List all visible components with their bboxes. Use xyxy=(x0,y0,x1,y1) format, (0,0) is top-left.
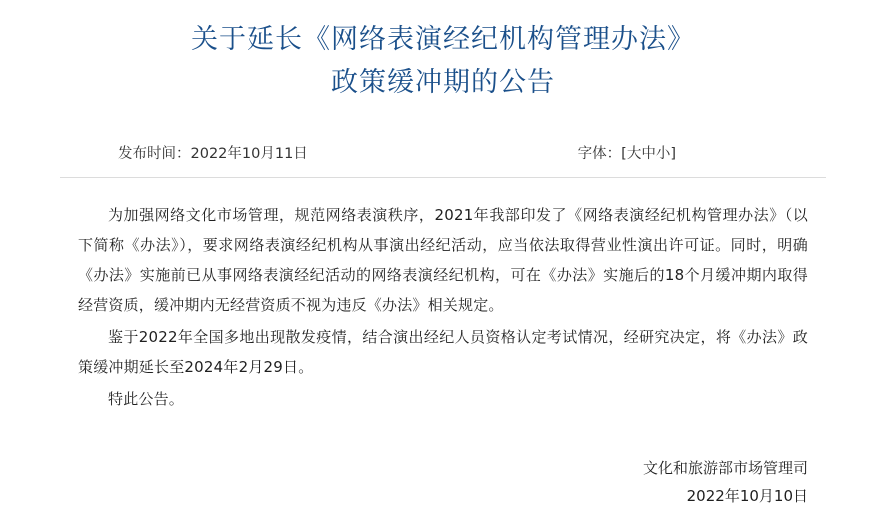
signature-organization: 文化和旅游部市场管理司 xyxy=(642,459,808,477)
publish-date: 发布时间：2022年10月11日 xyxy=(118,146,308,162)
title-line-1: 关于延长《网络表演经纪机构管理办法》 xyxy=(191,24,695,55)
signature-block xyxy=(60,454,826,510)
paragraph-3: 特此公告。 xyxy=(108,390,185,408)
document-body xyxy=(60,200,826,414)
page-title xyxy=(60,0,826,104)
meta-row xyxy=(60,142,826,163)
title-line-2: 政策缓冲期的公告 xyxy=(331,67,555,98)
paragraph-1: 为加强网络文化市场管理，规范网络表演秩序，2021年我部印发了《网络表演经纪机构管理办法》（以下简称《办法》），要求网络表演经纪机构从事演出经纪活动，应当依法取得营业性演出许可证。同时，明确《办法》实施前已从事网络表演经纪活动的网络表演经纪机构，可在《办法》实施后的18个月缓冲期内取得经营资质，缓冲期内无经营资质不视为违反《办法》相关规定。 xyxy=(78,206,808,314)
paragraph-2: 鉴于2022年全国多地出现散发疫情，结合演出经纪人员资格认定考试情况，经研究决定，将《办法》政策缓冲期延长至2024年2月29日。 xyxy=(78,328,808,376)
header-divider xyxy=(60,177,826,178)
signature-date: 2022年10月10日 xyxy=(686,487,808,505)
font-size-selector[interactable]: 字体：[大中小] xyxy=(577,146,676,162)
